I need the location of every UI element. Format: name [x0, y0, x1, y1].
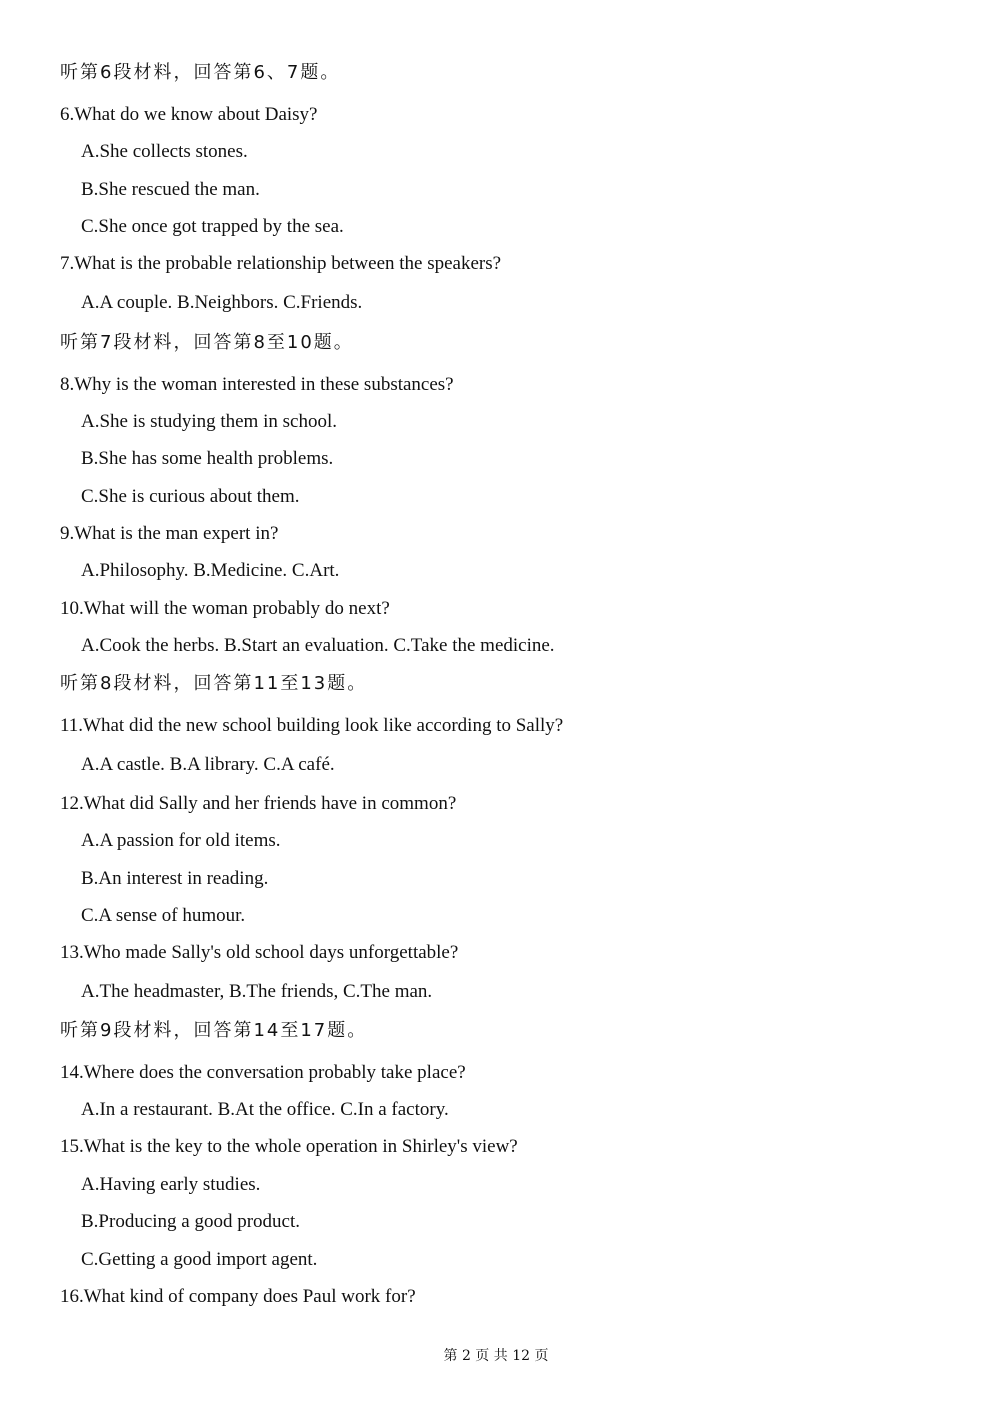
question-12-option-a: A.A passion for old items.	[81, 830, 281, 851]
question-7: 7.What is the probable relationship between the speakers?	[60, 253, 502, 274]
section-heading-8-10: 听第7段材料，回答第8至10题。	[60, 332, 354, 353]
question-15-option-c: C.Getting a good import agent.	[81, 1249, 318, 1270]
question-6-option-b: B.She rescued the man.	[81, 179, 260, 200]
question-6-option-a: A.She collects stones.	[81, 141, 248, 162]
question-12: 12.What did Sally and her friends have in common?	[60, 793, 457, 814]
question-10: 10.What will the woman probably do next?	[60, 598, 390, 619]
question-8-option-a: A.She is studying them in school.	[81, 411, 337, 432]
question-9: 9.What is the man expert in?	[60, 523, 279, 544]
question-11-options: A.A castle. B.A library. C.A café.	[81, 754, 335, 775]
question-15-option-a: A.Having early studies.	[81, 1174, 261, 1195]
question-12-option-c: C.A sense of humour.	[81, 905, 246, 926]
question-15: 15.What is the key to the whole operation in Shirley's view?	[60, 1136, 518, 1157]
question-7-options: A.A couple. B.Neighbors. C.Friends.	[81, 292, 363, 313]
question-8-option-c: C.She is curious about them.	[81, 486, 300, 507]
question-11: 11.What did the new school building look like according to Sally?	[60, 715, 564, 736]
question-13: 13.Who made Sally's old school days unforgettable?	[60, 942, 459, 963]
question-9-options: A.Philosophy. B.Medicine. C.Art.	[81, 560, 340, 581]
question-14: 14.Where does the conversation probably take place?	[60, 1062, 466, 1083]
question-6: 6.What do we know about Daisy?	[60, 104, 318, 125]
section-heading-14-17: 听第9段材料，回答第14至17题。	[60, 1020, 368, 1041]
question-10-options: A.Cook the herbs. B.Start an evaluation. C.Take the medicine.	[81, 635, 555, 656]
question-8: 8.Why is the woman interested in these substances?	[60, 374, 454, 395]
question-13-options: A.The headmaster, B.The friends, C.The man.	[81, 981, 433, 1002]
question-6-option-c: C.She once got trapped by the sea.	[81, 216, 344, 237]
section-heading-11-13: 听第8段材料，回答第11至13题。	[60, 673, 368, 694]
section-heading-6-7: 听第6段材料，回答第6、7题。	[60, 62, 341, 83]
question-12-option-b: B.An interest in reading.	[81, 868, 269, 889]
question-8-option-b: B.She has some health problems.	[81, 448, 334, 469]
question-16: 16.What kind of company does Paul work for?	[60, 1286, 416, 1307]
page-number-footer: 第 2 页 共 12 页	[443, 1348, 549, 1364]
question-15-option-b: B.Producing a good product.	[81, 1211, 301, 1232]
question-14-options: A.In a restaurant. B.At the office. C.In a factory.	[81, 1099, 449, 1120]
